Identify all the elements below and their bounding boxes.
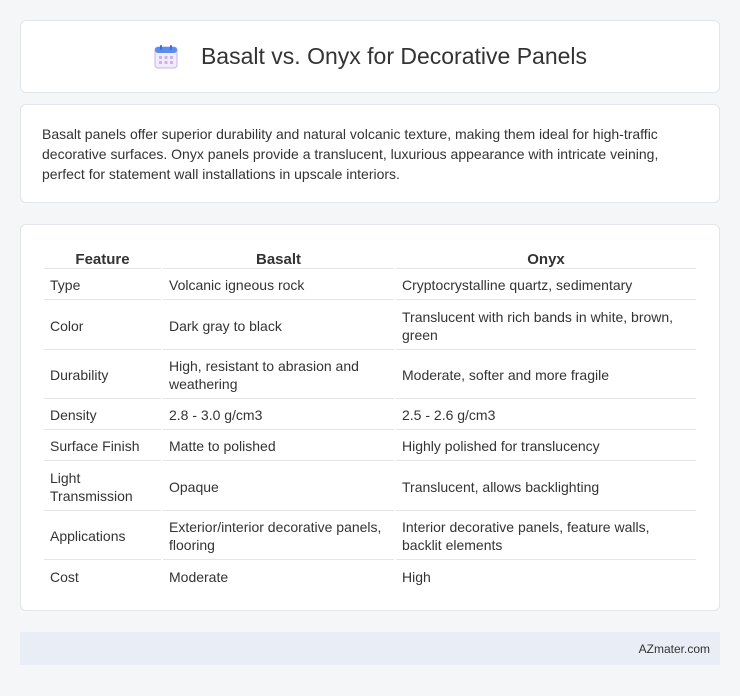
basalt-cell: Exterior/interior decorative panels, flooring (163, 513, 394, 560)
basalt-cell: Moderate (169, 569, 229, 585)
header-basalt: Basalt (163, 247, 394, 269)
onyx-cell: Cryptocrystalline quartz, sedimentary (396, 271, 696, 300)
onyx-cell: High (402, 569, 431, 585)
title-card (20, 20, 720, 93)
table-row (44, 352, 696, 399)
footer (20, 632, 720, 665)
table-row (44, 271, 696, 300)
basalt-cell: Opaque (163, 463, 394, 511)
feature-cell: Surface Finish (44, 432, 161, 461)
basalt-cell: Dark gray to black (163, 302, 394, 350)
header-feature: Feature (44, 247, 161, 269)
table-header-row (44, 247, 696, 269)
footer-site-link[interactable]: AZmater.com (638, 641, 710, 656)
intro-card (20, 104, 720, 203)
page-title: Basalt vs. Onyx for Decorative Panels (200, 43, 588, 69)
header-onyx: Onyx (396, 247, 696, 269)
onyx-cell: Highly polished for translucency (396, 432, 696, 461)
onyx-cell: Moderate, softer and more fragile (396, 352, 696, 399)
comparison-table-card (20, 224, 720, 611)
table-row (44, 562, 696, 592)
feature-cell: Type (44, 271, 161, 300)
intro-text: Basalt panels offer superior durability and natural volcanic texture, making them ideal for high-traffic decorative surfaces. Onyx panels provide a translucent, luxurious appearance with intricate veining, perfect for statement wall installations in upscale interiors. (42, 126, 659, 182)
basalt-cell: High, resistant to abrasion and weathering (163, 352, 394, 399)
table-row (44, 401, 696, 430)
table-row (44, 463, 696, 511)
feature-cell: Density (44, 401, 161, 430)
basalt-cell: Volcanic igneous rock (163, 271, 394, 300)
onyx-cell: Interior decorative panels, feature walls, backlit elements (396, 513, 696, 560)
onyx-cell: Translucent with rich bands in white, brown, green (396, 302, 696, 350)
basalt-cell: 2.8 - 3.0 g/cm3 (163, 401, 394, 430)
onyx-cell: Translucent, allows backlighting (396, 463, 696, 511)
comparison-table (42, 245, 698, 594)
basalt-cell: Matte to polished (163, 432, 394, 461)
feature-cell: Applications (44, 513, 161, 560)
onyx-cell: 2.5 - 2.6 g/cm3 (396, 401, 696, 430)
feature-cell: Light Transmission (44, 463, 161, 511)
feature-cell: Color (44, 302, 161, 350)
table-row (44, 302, 696, 350)
table-row (44, 432, 696, 461)
table-row (44, 513, 696, 560)
feature-cell: Cost (50, 569, 79, 585)
calendar-icon (153, 44, 179, 70)
feature-cell: Durability (44, 352, 161, 399)
